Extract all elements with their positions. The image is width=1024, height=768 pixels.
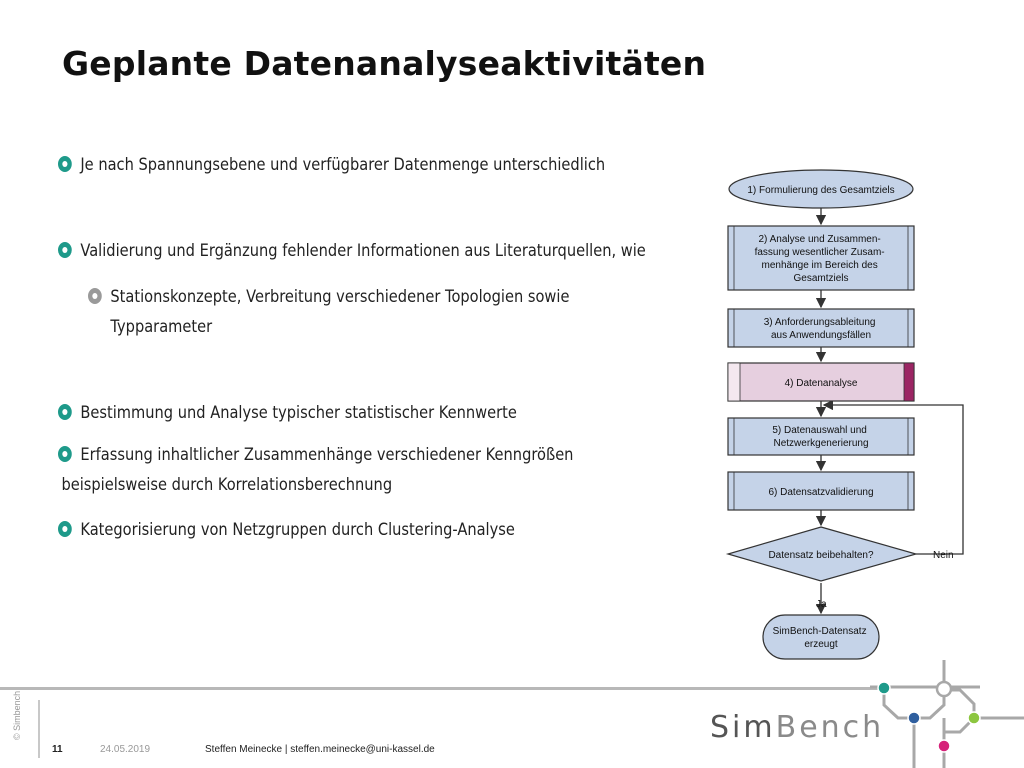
flow-step-6-text: 6) Datensatzvalidierung [768,487,874,498]
bullet-2 [58,236,646,266]
flow-step-6 [728,472,914,510]
flow-step-end [763,615,879,659]
footer-date: 24.05.2019 [100,744,151,755]
flow-step-2-line-4: Gesamtziels [793,273,849,284]
copyright-side-label: © Simbench [12,690,22,740]
flow-step-2-line-1: 2) Analyse und Zusammen- [758,234,881,245]
bullet-3 [58,398,517,428]
bullet-4-text-line2: beispielsweise durch Korrelationsberechnung [61,475,393,495]
flow-decision [728,527,916,581]
flow-step-3-line-2: aus Anwendungsfällen [770,330,872,341]
bullet-dot-icon [58,521,72,537]
bullet-1-text: Je nach Spannungsebene und verfügbarer Datenmenge unterschiedlich [80,155,606,175]
network-node-blue-icon [908,712,920,724]
logo-part-sim: Sim [710,710,776,745]
bullet-3-text: Bestimmung und Analyse typischer statistischer Kennwerte [80,403,517,423]
sub-bullet-1 [88,282,569,342]
bullet-dot-icon [58,446,72,462]
flow-step-4-text: 4) Datenanalyse [784,378,858,389]
flow-decision-text: Datensatz beibehalten? [768,550,874,561]
network-node-teal-icon [878,682,890,694]
flow-step-2 [728,226,914,290]
footer-author: Steffen Meinecke | steffen.meinecke@uni-kassel.de [205,744,435,755]
flow-yes-label: Ja [816,599,827,610]
bullet-1 [58,150,605,180]
sub-bullet-1-text: Stationskonzepte, Verbreitung verschiedener Topologien sowie [110,287,570,307]
slide-title: Geplante Datenanalyseaktivitäten [62,44,707,83]
sub-bullet-1-text-line2: Typparameter [110,317,213,337]
flow-step-5-line-2: Netzwerkgenerierung [773,438,869,449]
sub-bullet-dot-icon [88,288,102,304]
bullet-4-text: Erfassung inhaltlicher Zusammenhänge verschiedener Kenngrößen [80,445,574,465]
network-node-white-icon [937,682,951,696]
flow-step-4-highlighted [728,363,914,401]
flow-step-5-line-1: 5) Datenauswahl und [772,425,867,436]
network-logo-graphic [870,660,1024,768]
footer-divider [0,687,890,690]
bullet-5 [58,515,515,545]
bullet-dot-icon [58,242,72,258]
network-node-pink-icon [938,740,950,752]
flow-step-3 [728,309,914,347]
flow-start-text: 1) Formulierung des Gesamtziels [747,185,895,196]
flow-no-label: Nein [933,550,954,561]
footer-vertical-divider [38,700,40,758]
network-node-green-icon [968,712,980,724]
flow-step-2-line-3: menhänge im Bereich des [761,260,878,271]
simbench-logo [710,710,884,745]
process-flowchart [720,165,1000,670]
flow-end-line-2: erzeugt [804,639,838,650]
flow-end-line-1: SimBench-Datensatz [772,626,867,637]
bullet-dot-icon [58,156,72,172]
flow-step-start [729,170,913,208]
bullet-2-text: Validierung und Ergänzung fehlender Informationen aus Literaturquellen, wie [80,241,646,261]
page-number: 11 [52,744,63,755]
bullet-5-text: Kategorisierung von Netzgruppen durch Clustering-Analyse [80,520,515,540]
bullet-dot-icon [58,404,72,420]
flow-step-2-line-2: fassung wesentlicher Zusam- [754,247,885,258]
flow-step-3-line-1: 3) Anforderungsableitung [763,317,876,328]
bullet-4 [58,440,573,500]
flow-step-5 [728,418,914,455]
logo-part-bench: Bench [775,710,885,745]
